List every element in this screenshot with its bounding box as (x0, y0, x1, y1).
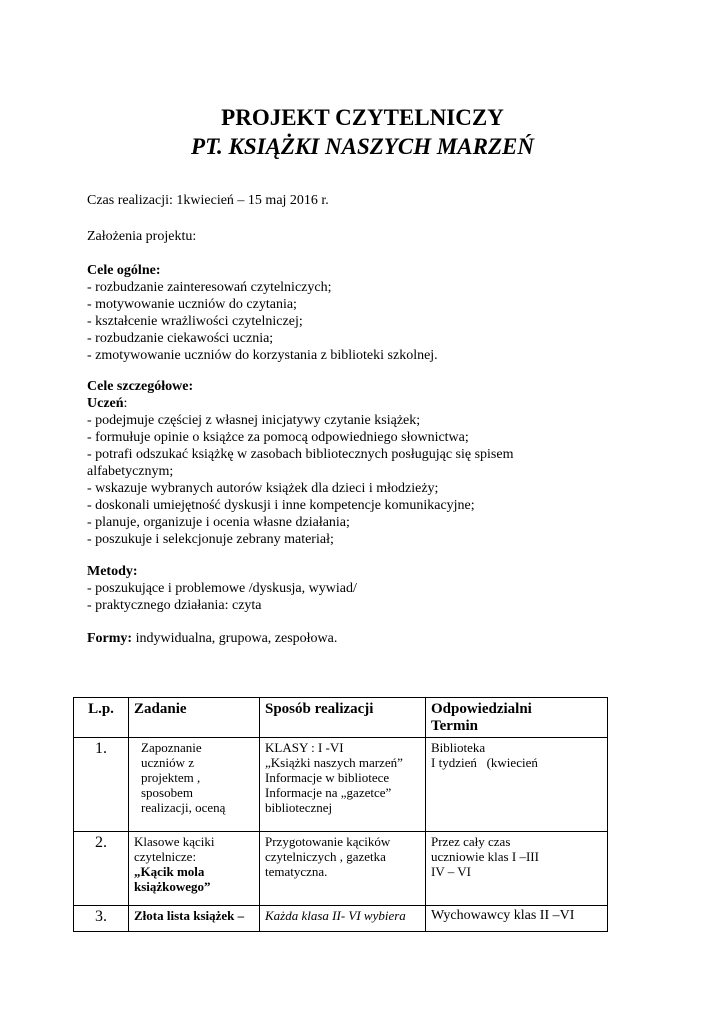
method-line: KLASY : I -VI (265, 740, 344, 755)
task-line-bold: „Kącik mola (134, 864, 205, 879)
method-item: - poszukujące i problemowe /dyskusja, wywiad/ (87, 581, 357, 596)
forms-line (87, 630, 647, 647)
method-line: czytelniczych , gazetka (265, 849, 386, 864)
realization-time: Czas realizacji: 1kwiecień – 15 maj 2016 r. (87, 193, 329, 208)
table-header-row (74, 698, 608, 738)
row-task (129, 738, 260, 832)
detailed-goal-item: - formułuje opinie o książce za pomocą odpowiedniego słownictwa; (87, 430, 469, 445)
detailed-goal-item: - wskazuje wybranych autorów książek dla dzieci i młodzieży; (87, 481, 439, 496)
assumptions-label: Założenia projektu: (87, 229, 197, 244)
row-method (260, 832, 426, 906)
method-line: Informacje na „gazetce” (265, 785, 392, 800)
methods-section (87, 563, 647, 614)
method-line: Przygotowanie kącików (265, 834, 391, 849)
detailed-goals-subject-colon: : (123, 396, 128, 411)
method-line: bibliotecznej (265, 800, 333, 815)
general-goals-heading: Cele ogólne: (87, 263, 161, 278)
responsible-line: I tydzień (kwiecień (431, 755, 538, 770)
title-line-1: PROJEKT CZYTELNICZY (221, 105, 504, 130)
detailed-goal-item: - doskonali umiejętność dyskusji i inne kompetencje komunikacyjne; (87, 498, 475, 513)
row-task: Złota lista książek – (129, 906, 260, 932)
responsible-line: uczniowie klas I –III (431, 849, 539, 864)
header-responsible-label: Odpowiedzialni (431, 701, 532, 717)
detailed-goals-section (87, 378, 647, 548)
task-line-bold: książkowego” (134, 879, 211, 894)
task-line: projektem , (141, 770, 201, 785)
responsible-line: Przez cały czas (431, 834, 511, 849)
row-responsible (426, 832, 608, 906)
forms-value: indywidualna, grupowa, zespołowa. (132, 631, 338, 646)
forms-label: Formy: (87, 631, 133, 646)
general-goals-section (87, 262, 647, 364)
table-row (74, 832, 608, 906)
general-goal-item: - rozbudzanie zainteresowań czytelniczych; (87, 280, 332, 295)
tasks-table (73, 697, 608, 932)
general-goal-item: - rozbudzanie ciekawości ucznia; (87, 331, 274, 346)
method-item: - praktycznego działania: czyta (87, 598, 262, 613)
row-number: 2. (74, 832, 129, 906)
detailed-goals-heading: Cele szczegółowe: (87, 379, 194, 394)
general-goal-item: - kształcenie wrażliwości czytelniczej; (87, 314, 303, 329)
detailed-goal-item: - podejmuje częściej z własnej inicjatywy czytanie książek; (87, 413, 421, 428)
table-row (74, 738, 608, 832)
method-line: „Książki naszych marzeń” (265, 755, 403, 770)
header-term-label: Termin (431, 718, 478, 734)
general-goal-item: - zmotywowanie uczniów do korzystania z biblioteki szkolnej. (87, 348, 438, 363)
detailed-goals-subject-line (87, 395, 647, 412)
method-line: tematyczna. (265, 864, 328, 879)
responsible-line: Biblioteka (431, 740, 486, 755)
header-lp: L.p. (74, 698, 129, 738)
responsible-line: IV – VI (431, 864, 471, 879)
header-method: Sposób realizacji (260, 698, 426, 738)
detailed-goal-item: alfabetycznym; (87, 464, 174, 479)
row-method (260, 738, 426, 832)
detailed-goal-item: - potrafi odszukać książkę w zasobach bibliotecznych posługując się spisem (87, 447, 514, 462)
method-line: Informacje w bibliotece (265, 770, 390, 785)
methods-heading: Metody: (87, 564, 138, 579)
row-number: 3. (74, 906, 129, 932)
task-line: Klasowe kąciki (134, 834, 215, 849)
header-responsible (426, 698, 608, 738)
task-line: Zapoznanie (141, 740, 202, 755)
task-line: realizacji, oceną (141, 800, 226, 815)
detailed-goal-item: - poszukuje i selekcjonuje zebrany materiał; (87, 532, 334, 547)
title-line-2: PT. KSIĄŻKI NASZYCH MARZEŃ (191, 134, 534, 159)
row-method: Każda klasa II- VI wybiera (260, 906, 426, 932)
row-responsible (426, 738, 608, 832)
header-task: Zadanie (129, 698, 260, 738)
table-row (74, 906, 608, 932)
row-number: 1. (74, 738, 129, 832)
task-line: sposobem (141, 785, 193, 800)
detailed-goals-subject: Uczeń (87, 396, 124, 411)
detailed-goal-item: - planuje, organizuje i ocenia własne działania; (87, 515, 350, 530)
task-line: uczniów z (141, 755, 195, 770)
row-task (129, 832, 260, 906)
general-goal-item: - motywowanie uczniów do czytania; (87, 297, 297, 312)
task-line: czytelnicze: (134, 849, 197, 864)
row-responsible: Wychowawcy klas II –VI (426, 906, 608, 932)
